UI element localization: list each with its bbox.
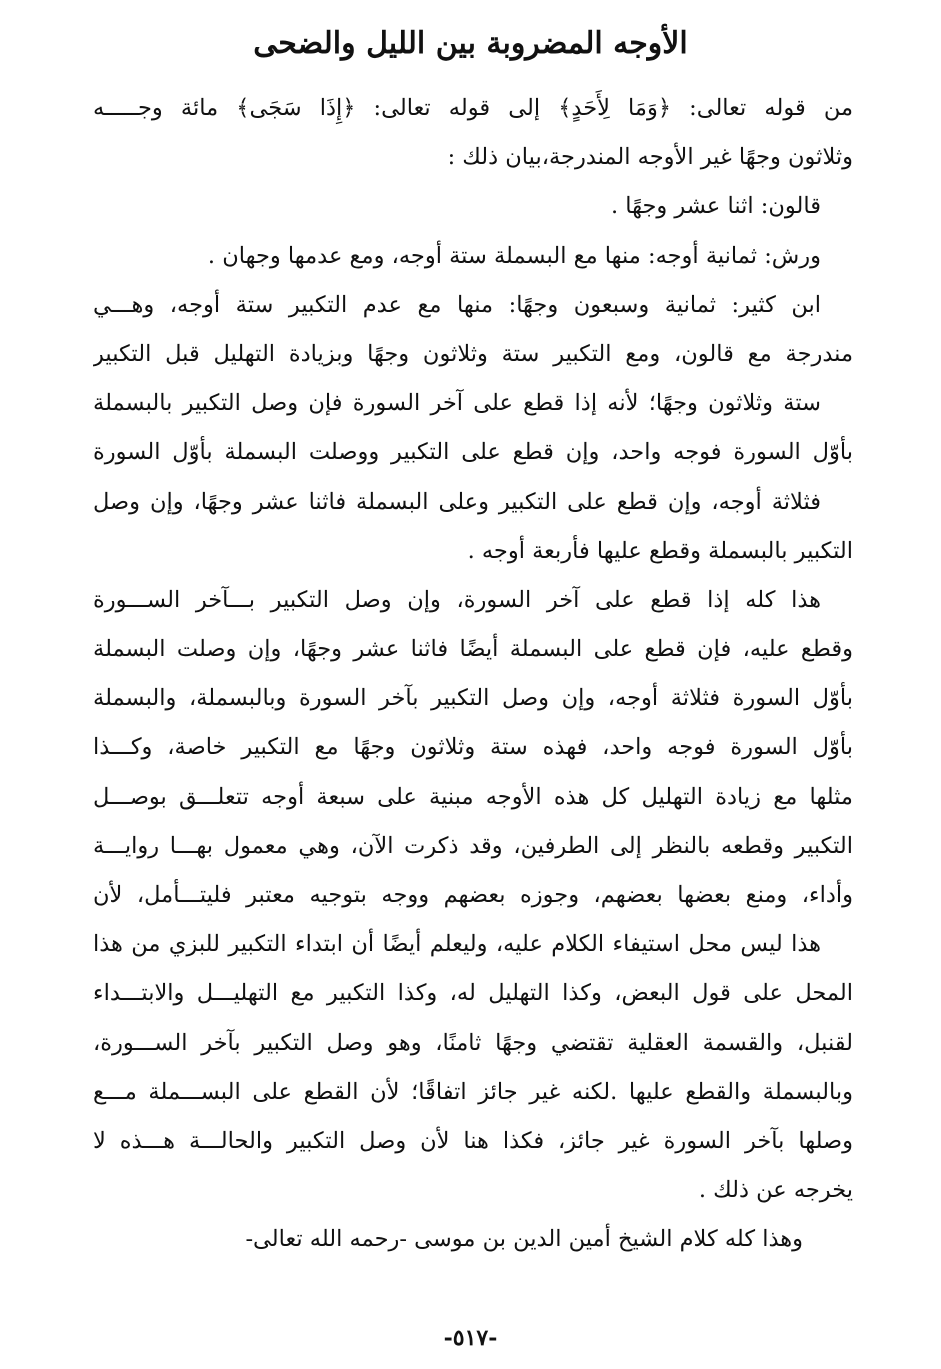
body-text [93,84,853,1265]
text-line: فثلاثة أوجه، وإن قطع على التكبير وعلى البسملة فاثنا عشر وجهًا، وإن وصل [93,488,821,515]
text-line: بأوّل السورة فوجه واحد، وإن قطع على التكبير ووصلت البسملة بأوّل السورة [93,439,853,466]
text-line: المحل على قول البعض، وكذا التهليل له، وكذا التكبير مع التهليـــل والابتـــداء [93,980,853,1007]
text-line: ابن كثير: ثمانية وسبعون وجهًا: منها مع عدم التكبير ستة أوجه، وهـــي [93,291,821,318]
text-line: مثلها مع زيادة التهليل كل هذه الأوجه مبنية على سبعة أوجه تتعلـــق بوصـــل [93,783,853,810]
text-line: يخرجه عن ذلك . [698,1177,853,1204]
text-line: وأداء، ومنع بعضها بعضهم، وجوزه بعضهم ووجه بتوجيه معتبر فليتـــأمل، لأن [93,882,853,908]
text-line: قالون: اثنا عشر وجهًا . [610,193,821,220]
text-line: بأوّل السورة فثلاثة أوجه، وإن وصل التكبير بآخر السورة وبالبسملة، والبسملة [93,685,853,712]
text-line: وصلها بآخر السورة غير جائز، فكذا هنا لأن وصل التكبير والحالـــة هـــذه لا [93,1127,853,1154]
text-line: بأوّل السورة فوجه واحد، فهذه ستة وثلاثون وجهًا مع التكبير خاصة، وكـــذا [93,734,853,761]
text-line: مندرجة مع قالون، ومع التكبير ستة وثلاثون وجهًا وبزيادة التهليل قبل التكبير [93,340,853,367]
text-line: هذا كله إذا قطع على آخر السورة، وإن وصل التكبير بـــآخر الســـورة [93,586,821,613]
text-line: التكبير بالبسملة وقطع عليها فأربعة أوجه . [467,537,853,564]
text-line: التكبير وقطعه بالنظر إلى الطرفين، وقد ذكرت الآن، وهي معمول بهـــا روايـــة [93,832,853,859]
text-line: وثلاثون وجهًا غير الأوجه المندرجة،بيان ذلك : [447,144,853,171]
text-line: هذا ليس محل استيفاء الكلام عليه، وليعلم أيضًا أن ابتداء التكبير للبزي من هذا [93,931,821,958]
text-line: وقطع عليه، فإن قطع على البسملة أيضًا فاثنا عشر وجهًا، وإن وصلت البسملة [93,636,853,663]
text-line: وبالبسملة والقطع عليها .لكنه غير جائز اتفاقًا؛ لأن القطع على البســـملة مـــع [93,1078,853,1105]
page-number: -٥١٧- [443,1325,498,1351]
text-line: ورش: ثمانية أوجه: منها مع البسملة ستة أوجه، ومع عدمها وجهان . [207,242,821,269]
text-line: من قوله تعالى: ﴿وَمَا لِأَحَدٍ﴾ إلى قوله تعالى: ﴿إِذَا سَجَى﴾ مائة وجـــــه [93,95,853,121]
text-line: ستة وثلاثون وجهًا؛ لأنه إذا قطع على آخر السورة فإن وصل التكبير بالبسملة [93,390,821,417]
closing-line: وهذا كله كلام الشيخ أمين الدين بن موسى -رحمه الله تعالى- [245,1226,803,1253]
page-title: الأوجه المضروبة بين الليل والضحى [253,26,688,61]
text-line: لقنبل، والقسمة العقلية تقتضي وجهًا ثامنًا، وهو وصل التكبير بآخر الســـورة، [93,1029,853,1056]
